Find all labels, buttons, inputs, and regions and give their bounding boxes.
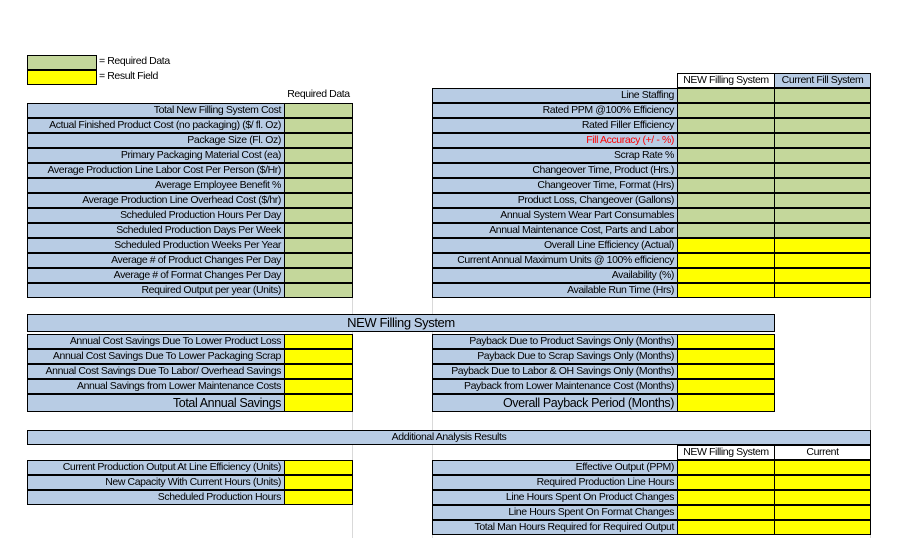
additional-right-label: Line Hours Spent On Product Changes xyxy=(432,490,678,505)
payback-result-field[interactable] xyxy=(677,334,775,349)
left-input-value-field[interactable] xyxy=(284,238,353,253)
additional-left-label: New Capacity With Current Hours (Units) xyxy=(27,475,285,490)
additional-right-label: Total Man Hours Required for Required Output xyxy=(432,520,678,535)
payback-result-field[interactable] xyxy=(677,349,775,364)
legend-result-swatch xyxy=(27,70,97,85)
current-system-value-field[interactable] xyxy=(774,163,871,178)
additional-right-label: Effective Output (PPM) xyxy=(432,460,678,475)
left-input-label: Total New Filling System Cost xyxy=(27,103,285,118)
right-input-label: Product Loss, Changeover (Gallons) xyxy=(432,193,678,208)
new-system-value-field[interactable] xyxy=(677,283,775,298)
overall-payback-label: Overall Payback Period (Months) xyxy=(432,394,678,412)
current-system-value-field[interactable] xyxy=(774,133,871,148)
additional-current-result-field[interactable] xyxy=(774,505,871,520)
left-input-value-field[interactable] xyxy=(284,208,353,223)
right-input-label: Rated PPM @100% Efficiency xyxy=(432,103,678,118)
additional-new-result-field[interactable] xyxy=(677,520,775,535)
current-system-value-field[interactable] xyxy=(774,253,871,268)
additional-new-result-field[interactable] xyxy=(677,460,775,475)
left-input-label: Average Employee Benefit % xyxy=(27,178,285,193)
left-input-label: Scheduled Production Days Per Week xyxy=(27,223,285,238)
current-system-value-field[interactable] xyxy=(774,148,871,163)
current-system-value-field[interactable] xyxy=(774,193,871,208)
new-system-value-field[interactable] xyxy=(677,178,775,193)
left-input-value-field[interactable] xyxy=(284,118,353,133)
left-input-label: Package Size (Fl. Oz) xyxy=(27,133,285,148)
right-input-label: Overall Line Efficiency (Actual) xyxy=(432,238,678,253)
savings-result-field[interactable] xyxy=(284,334,353,349)
additional-left-result-field[interactable] xyxy=(284,475,353,490)
savings-label: Annual Cost Savings Due To Lower Product Loss xyxy=(27,334,285,349)
additional-col-current-header: Current xyxy=(774,445,871,460)
left-input-label: Primary Packaging Material Cost (ea) xyxy=(27,148,285,163)
additional-left-label: Current Production Output At Line Efficiency (Units) xyxy=(27,460,285,475)
additional-new-result-field[interactable] xyxy=(677,475,775,490)
savings-result-field[interactable] xyxy=(284,364,353,379)
current-system-value-field[interactable] xyxy=(774,118,871,133)
left-input-label: Scheduled Production Hours Per Day xyxy=(27,208,285,223)
right-input-label: Changeover Time, Format (Hrs) xyxy=(432,178,678,193)
left-input-value-field[interactable] xyxy=(284,268,353,283)
new-system-value-field[interactable] xyxy=(677,238,775,253)
additional-left-label: Scheduled Production Hours xyxy=(27,490,285,505)
new-filling-title: NEW Filling System xyxy=(27,314,775,332)
legend-required-label: = Required Data xyxy=(99,55,170,67)
left-input-label: Average # of Product Changes Per Day xyxy=(27,253,285,268)
new-system-value-field[interactable] xyxy=(677,88,775,103)
payback-result-field[interactable] xyxy=(677,379,775,394)
additional-left-result-field[interactable] xyxy=(284,460,353,475)
required-data-header: Required Data xyxy=(284,88,353,103)
additional-right-label: Line Hours Spent On Format Changes xyxy=(432,505,678,520)
current-system-value-field[interactable] xyxy=(774,208,871,223)
payback-result-field[interactable] xyxy=(677,394,775,412)
left-input-label: Actual Finished Product Cost (no packaging) ($/ fl. Oz) xyxy=(27,118,285,133)
current-system-value-field[interactable] xyxy=(774,88,871,103)
new-system-value-field[interactable] xyxy=(677,253,775,268)
current-system-value-field[interactable] xyxy=(774,223,871,238)
savings-result-field[interactable] xyxy=(284,394,353,412)
col-current-fill-header: Current Fill System xyxy=(774,73,871,88)
right-input-label: Changeover Time, Product (Hrs.) xyxy=(432,163,678,178)
additional-current-result-field[interactable] xyxy=(774,490,871,505)
payback-label: Payback Due to Product Savings Only (Months) xyxy=(432,334,678,349)
right-input-label: Available Run Time (Hrs) xyxy=(432,283,678,298)
new-system-value-field[interactable] xyxy=(677,208,775,223)
new-system-value-field[interactable] xyxy=(677,133,775,148)
left-input-label: Average Production Line Labor Cost Per Person ($/Hr) xyxy=(27,163,285,178)
savings-result-field[interactable] xyxy=(284,379,353,394)
additional-new-result-field[interactable] xyxy=(677,505,775,520)
left-input-value-field[interactable] xyxy=(284,148,353,163)
total-annual-savings-label: Total Annual Savings xyxy=(27,394,285,412)
payback-result-field[interactable] xyxy=(677,364,775,379)
left-input-value-field[interactable] xyxy=(284,163,353,178)
left-input-label: Average # of Format Changes Per Day xyxy=(27,268,285,283)
additional-current-result-field[interactable] xyxy=(774,520,871,535)
current-system-value-field[interactable] xyxy=(774,103,871,118)
right-input-label: Scrap Rate % xyxy=(432,148,678,163)
new-system-value-field[interactable] xyxy=(677,103,775,118)
current-system-value-field[interactable] xyxy=(774,238,871,253)
right-input-label: Annual System Wear Part Consumables xyxy=(432,208,678,223)
current-system-value-field[interactable] xyxy=(774,178,871,193)
left-input-label: Average Production Line Overhead Cost ($/hr) xyxy=(27,193,285,208)
legend-result-label: = Result Field xyxy=(99,70,158,82)
payback-label: Payback Due to Scrap Savings Only (Months) xyxy=(432,349,678,364)
savings-result-field[interactable] xyxy=(284,349,353,364)
additional-title: Additional Analysis Results xyxy=(27,430,871,445)
left-input-value-field[interactable] xyxy=(284,253,353,268)
savings-label: Annual Cost Savings Due To Lower Packaging Scrap xyxy=(27,349,285,364)
payback-label: Payback Due to Labor & OH Savings Only (Months) xyxy=(432,364,678,379)
savings-label: Annual Cost Savings Due To Labor/ Overhead Savings xyxy=(27,364,285,379)
right-input-label: Annual Maintenance Cost, Parts and Labor xyxy=(432,223,678,238)
additional-col-new-header: NEW Filling System xyxy=(677,445,775,460)
left-input-value-field[interactable] xyxy=(284,178,353,193)
right-input-label: Line Staffing xyxy=(432,88,678,103)
legend-required-swatch xyxy=(27,55,97,70)
right-input-label: Availability (%) xyxy=(432,268,678,283)
left-input-value-field[interactable] xyxy=(284,193,353,208)
right-input-label: Rated Filler Efficiency xyxy=(432,118,678,133)
left-input-value-field[interactable] xyxy=(284,133,353,148)
savings-label: Annual Savings from Lower Maintenance Costs xyxy=(27,379,285,394)
left-input-label: Required Output per year (Units) xyxy=(27,283,285,298)
current-system-value-field[interactable] xyxy=(774,268,871,283)
additional-current-result-field[interactable] xyxy=(774,475,871,490)
additional-current-result-field[interactable] xyxy=(774,460,871,475)
right-input-label: Current Annual Maximum Units @ 100% efficiency xyxy=(432,253,678,268)
new-system-value-field[interactable] xyxy=(677,268,775,283)
left-input-value-field[interactable] xyxy=(284,223,353,238)
new-system-value-field[interactable] xyxy=(677,163,775,178)
col-new-filling-header: NEW Filling System xyxy=(677,73,775,88)
additional-new-result-field[interactable] xyxy=(677,490,775,505)
left-input-value-field[interactable] xyxy=(284,103,353,118)
new-system-value-field[interactable] xyxy=(677,118,775,133)
additional-right-label: Required Production Line Hours xyxy=(432,475,678,490)
payback-label: Payback from Lower Maintenance Cost (Months) xyxy=(432,379,678,394)
left-input-label: Scheduled Production Weeks Per Year xyxy=(27,238,285,253)
new-system-value-field[interactable] xyxy=(677,223,775,238)
new-system-value-field[interactable] xyxy=(677,148,775,163)
additional-left-result-field[interactable] xyxy=(284,490,353,505)
current-system-value-field[interactable] xyxy=(774,283,871,298)
new-system-value-field[interactable] xyxy=(677,193,775,208)
left-input-value-field[interactable] xyxy=(284,283,353,298)
right-input-label: Fill Accuracy (+/ - %) xyxy=(432,133,678,148)
